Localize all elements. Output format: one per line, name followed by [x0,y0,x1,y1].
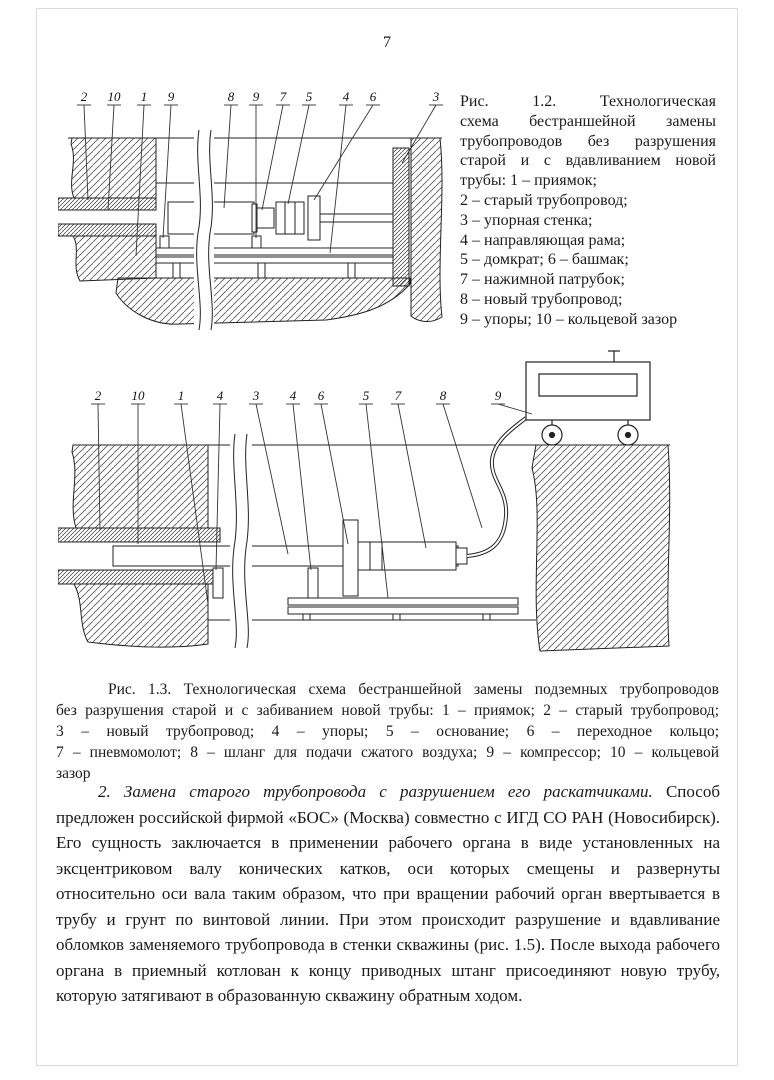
caption-line: 8 – новый трубопровод; [460,290,623,308]
callout-labels [81,89,440,104]
callout-label: 6 [369,89,377,104]
soil-right [411,138,442,322]
callout-label: 3 [432,89,440,104]
callout-label: 5 [305,89,313,104]
callout-label: 10 [107,89,121,104]
callout-label: 4 [342,89,350,104]
break-lines [230,434,252,648]
callout-label: 2 [94,388,102,403]
body-paragraph [56,779,720,1009]
jack [276,202,304,234]
callout-label: 4 [289,388,297,403]
body-lead-sentence: 2. Замена старого трубопровода с разрушением его раскатчиками. [98,782,653,801]
callout-label: 9 [167,89,175,104]
compressor-panel [539,374,637,396]
callout-labels [95,388,502,403]
callout-label: 9 [494,388,502,403]
figure-1-3-drawing [58,445,670,651]
support-right [308,568,318,598]
callout-label: 7 [394,388,402,403]
pneumatic-hammer [358,542,456,570]
old-pipe-bottom-wall [58,570,220,584]
caption-line: старой и с вдавливанием новой [460,152,716,170]
hammer-rear-cap [456,548,467,564]
callout-label: 6 [317,388,325,403]
base-frame-bottom [288,607,518,614]
figure-1-2-drawing [58,138,442,324]
break-lines [194,130,214,330]
press-branch [257,208,274,228]
figure-1-3-caption [56,679,719,784]
support-left [160,236,169,248]
caption-line: 3 – новый трубопровод; 4 – упоры; 5 – основание; 6 – переходное кольцо; [56,723,719,740]
caption-line: 9 – упоры; 10 – кольцевой зазор [460,310,678,328]
old-pipe-bottom-wall [58,224,156,236]
old-pipe-top-wall [58,528,220,542]
support-left [213,568,223,598]
caption-line: 5 – домкрат; 6 – башмак; [460,251,629,269]
caption-line: трубопроводов без разрушения [460,132,716,150]
soil-left-lower [73,236,156,281]
callout-label: 2 [80,89,88,104]
callout-label: 5 [362,388,370,403]
soil-left-lower [74,584,208,647]
soil-left-upper [71,138,156,198]
caption-line: 7 – нажимной патрубок; [460,271,625,289]
support-right [252,236,261,248]
thrust-wall [393,148,409,286]
caption-line: 3 – упорная стенка; [460,211,593,229]
caption-line: Рис. 1.3. Технологическая схема бестраншейной замены подземных трубопроводов [108,681,719,698]
figure-1-2-caption [460,92,716,330]
caption-line: зазор [56,765,91,782]
callout-label: 3 [252,388,260,403]
caption-line: 2 – старый трубопровод; [460,191,628,209]
callout-label: 7 [279,89,287,104]
soil-right [532,445,670,651]
base-frame-top [288,598,518,605]
caption-line: Рис. 1.2. Технологическая [460,93,716,110]
air-hose [467,418,526,556]
caption-line: схема бестраншейной замены [460,112,716,130]
caption-line: 7 – пневмомолот; 8 – шланг для подачи сжатого воздуха; 9 – компрессор; 10 – кольцевой [56,744,719,761]
caption-line: трубы: 1 – приямок; [460,172,597,190]
guide-frame-top [156,248,393,255]
push-beam [320,214,393,222]
soil-bottom [116,278,410,324]
old-pipe-top-wall [58,198,156,210]
page-number: 7 [383,34,391,51]
callout-label: 1 [177,388,185,403]
callout-label: 1 [140,89,148,104]
shoe [308,196,320,240]
figure-1-2-diagram [58,88,458,338]
callout-label: 8 [227,89,235,104]
body-rest-text: Способ предложен российской фирмой «БОС» (Москва) совместно с ИГД СО РАН (Новосибирск). Его сущность заключается в применении рабочего органа в виде установленных на эксцентриковом валу конических катков, оси которых смещены и развернуты относительно оси вала таким образом, что при вращении рабочий орган ввертывается в трубу и грунт по винтовой линии. При этом происходит разрушение и вдавливание обломков заменяемого трубопровода в стенки скважины (рис. 1.5). После выхода рабочего органа в приемный котлован к концу приводных штанг присоединяют новую трубу, которую затягивают в образованную скважину обратным ходом. [56,782,720,1005]
caption-line: без разрушения старой и с забиванием новой трубы: 1 – приямок; 2 – старый трубопровод; [56,702,719,719]
figure-1-3-diagram [58,348,686,666]
soil-left-upper [72,445,208,528]
compressor [526,351,650,445]
callout-label: 9 [252,89,260,104]
caption-line: 4 – направляющая рама; [460,231,626,249]
guide-frame-bottom [156,257,393,263]
callout-label: 10 [131,388,145,403]
callout-label: 4 [216,388,224,403]
callout-label: 8 [439,388,447,403]
